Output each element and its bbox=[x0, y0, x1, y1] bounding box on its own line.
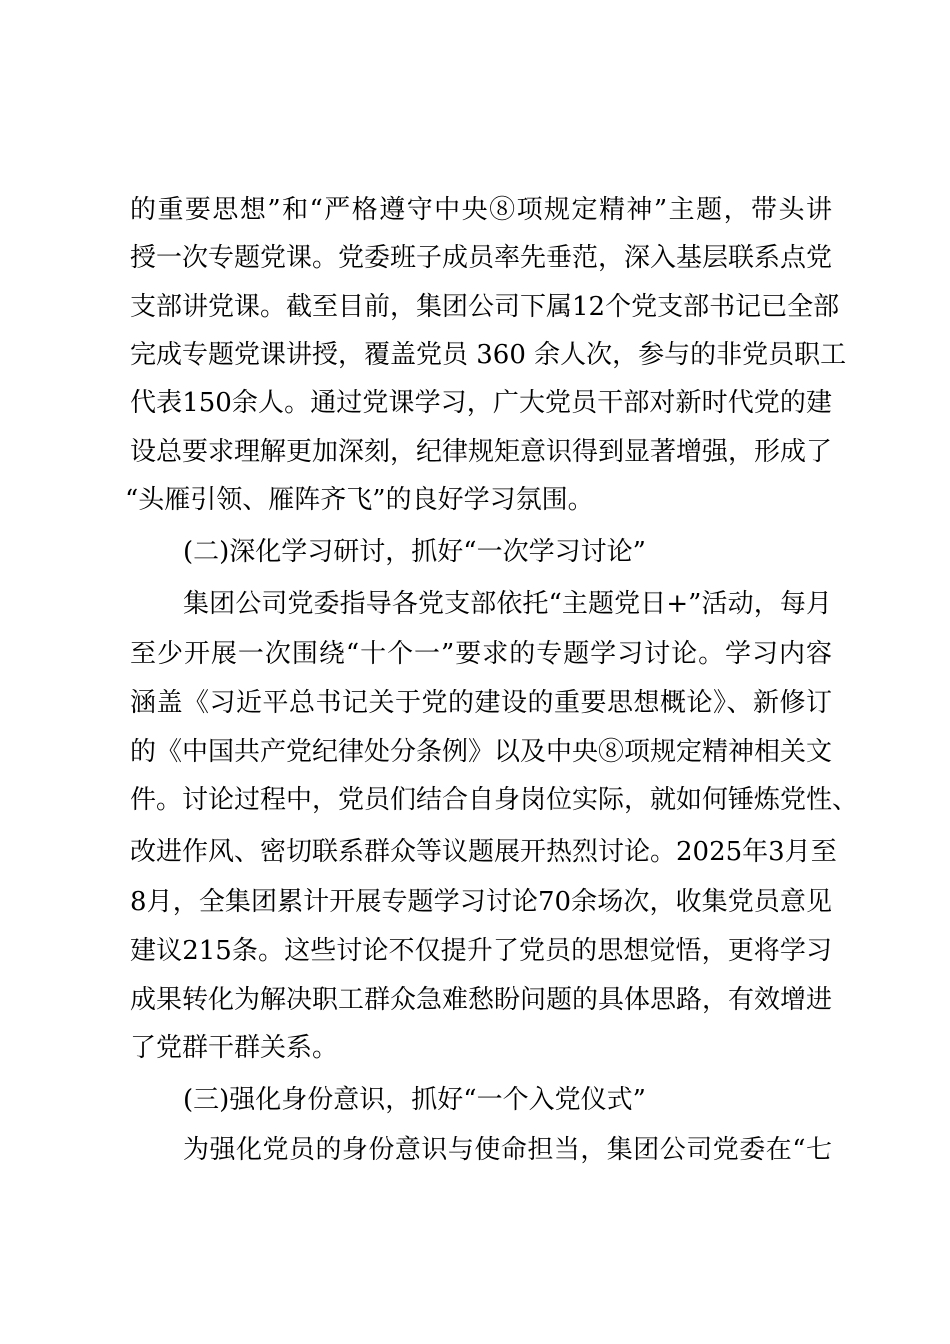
text-line: 为强化党员的身份意识与使命担当，集团公司党委在“七 bbox=[183, 1135, 832, 1165]
section-heading-2: (二)深化学习研讨，抓好“一次学习讨论” bbox=[183, 537, 646, 567]
text-line: 涵盖《习近平总书记关于党的建设的重要思想概论》、新修订 bbox=[130, 688, 832, 718]
text-line: 的《中国共产党纪律处分条例》以及中央⑧项规定精神相关文 bbox=[130, 737, 833, 767]
text-line: 完成专题党课讲授，覆盖党员 360 余人次，参与的非党员职工 bbox=[130, 340, 847, 370]
text-line: 了党群干群关系。 bbox=[130, 1033, 339, 1063]
text-line: “头雁引领、雁阵齐飞”的良好学习氛围。 bbox=[125, 485, 594, 515]
text-line: 建议215条。这些讨论不仅提升了党员的思想觉悟，更将学习 bbox=[130, 936, 832, 966]
text-line: 件。讨论过程中，党员们结合自身岗位实际，就如何锤炼党性、 bbox=[130, 785, 859, 815]
text-line: 8月，全集团累计开展专题学习讨论70余场次，收集党员意见 bbox=[130, 887, 832, 917]
text-line: 改进作风、密切联系群众等议题展开热烈讨论。2025年3月至 bbox=[130, 837, 837, 867]
text-line: 的重要思想”和“严格遵守中央⑧项规定精神”主题，带头讲 bbox=[130, 195, 832, 225]
text-line: 成果转化为解决职工群众急难愁盼问题的具体思路，有效增进 bbox=[130, 985, 833, 1015]
text-line: 集团公司党委指导各党支部依托“主题党日+”活动，每月 bbox=[183, 589, 832, 619]
text-line: 设总要求理解更加深刻，纪律规矩意识得到显著增强，形成了 bbox=[130, 437, 833, 467]
text-line: 授一次专题党课。党委班子成员率先垂范，深入基层联系点党 bbox=[130, 243, 833, 273]
text-line: 支部讲党课。截至目前，集团公司下属12个党支部书记已全部 bbox=[130, 292, 840, 322]
text-line: 至少开展一次围绕“十个一”要求的专题学习讨论。学习内容 bbox=[130, 639, 832, 669]
text-line: 代表150余人。通过党课学习，广大党员干部对新时代党的建 bbox=[130, 388, 832, 418]
section-heading-3: (三)强化身份意识，抓好“一个入党仪式” bbox=[183, 1085, 646, 1115]
